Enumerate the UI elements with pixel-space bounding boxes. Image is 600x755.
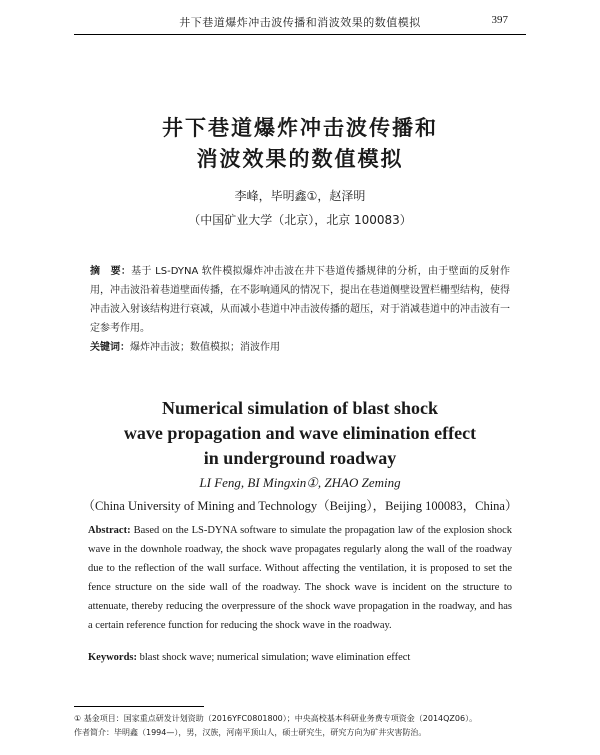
cn-title-line-1: 井下巷道爆炸冲击波传播和 (162, 116, 438, 140)
en-title-line-1: Numerical simulation of blast shock (161, 398, 438, 418)
cn-keywords-text: 爆炸冲击波；数值模拟；消波作用 (130, 342, 280, 353)
en-keywords-text: blast shock wave; numerical simulation; wave elimination effect (139, 652, 411, 663)
cn-authors: 李峰，毕明鑫①，赵泽明 (234, 189, 366, 203)
cn-affiliation: （中国矿业大学（北京），北京 100083） (188, 213, 412, 227)
page-number: 397 (491, 14, 508, 26)
en-keywords-label: Keywords: (88, 652, 137, 663)
en-keywords (88, 652, 512, 663)
footnote-author: 作者简介：毕明鑫（1994—），男，汉族，河南平顶山人，硕士研究生，研究方向为矿井灾害防治。 (74, 728, 427, 737)
cn-abstract-text: 基于 LS-DYNA 软件模拟爆炸冲击波在井下巷道传播规律的分析，由于壁面的反射作用，冲击波沿着巷道壁面传播，在不影响通风的情况下，提出在巷道侧壁设置栏栅型结构，使得冲击波入射该结构进行衰减，从而减小巷道中冲击波传播的超压，对于消减巷道中的冲击波有一定参考作用。 (90, 266, 511, 334)
en-abstract (88, 521, 512, 635)
en-abstract-label: Abstract: (88, 525, 131, 536)
en-affiliation: （China University of Mining and Technology（Beijing），Beijing 100083，China） (82, 499, 518, 513)
cn-keywords-label: 关键词： (90, 342, 130, 353)
header-divider (74, 34, 526, 35)
en-title-line-2: wave propagation and wave elimination effect (123, 423, 477, 443)
footnote-divider (74, 706, 204, 707)
en-authors: LI Feng, BI Mingxin①, ZHAO Zeming (199, 475, 401, 490)
cn-title-line-2: 消波效果的数值模拟 (196, 147, 404, 171)
footnote-fund: ① 基金项目：国家重点研发计划资助（2016YFC0801800）；中央高校基本科研业务费专项资金（2014QZ06）。 (74, 714, 478, 723)
en-abstract-text: Based on the LS-DYNA software to simulate the propagation law of the explosion shock wave in the downhole roadway, the shock wave propagates regularly along the wall of the roadway due to the reflection of the wall surface. Without affecting the ventilation, it is proposed to set the fence structure on the side wall of the roadway. The shock wave is incident on the structure to attenuate, thereby reducing the overpressure of the shock wave propagation in the roadway, and has a certain reference function for reducing the shock wave in the roadway. (88, 525, 512, 631)
cn-abstract (90, 262, 510, 338)
cn-abstract-label: 摘 要： (90, 266, 132, 277)
cn-keywords (90, 338, 510, 357)
running-title: 井下巷道爆炸冲击波传播和消波效果的数值模拟 (179, 16, 421, 29)
en-title-line-3: in underground roadway (203, 448, 397, 468)
